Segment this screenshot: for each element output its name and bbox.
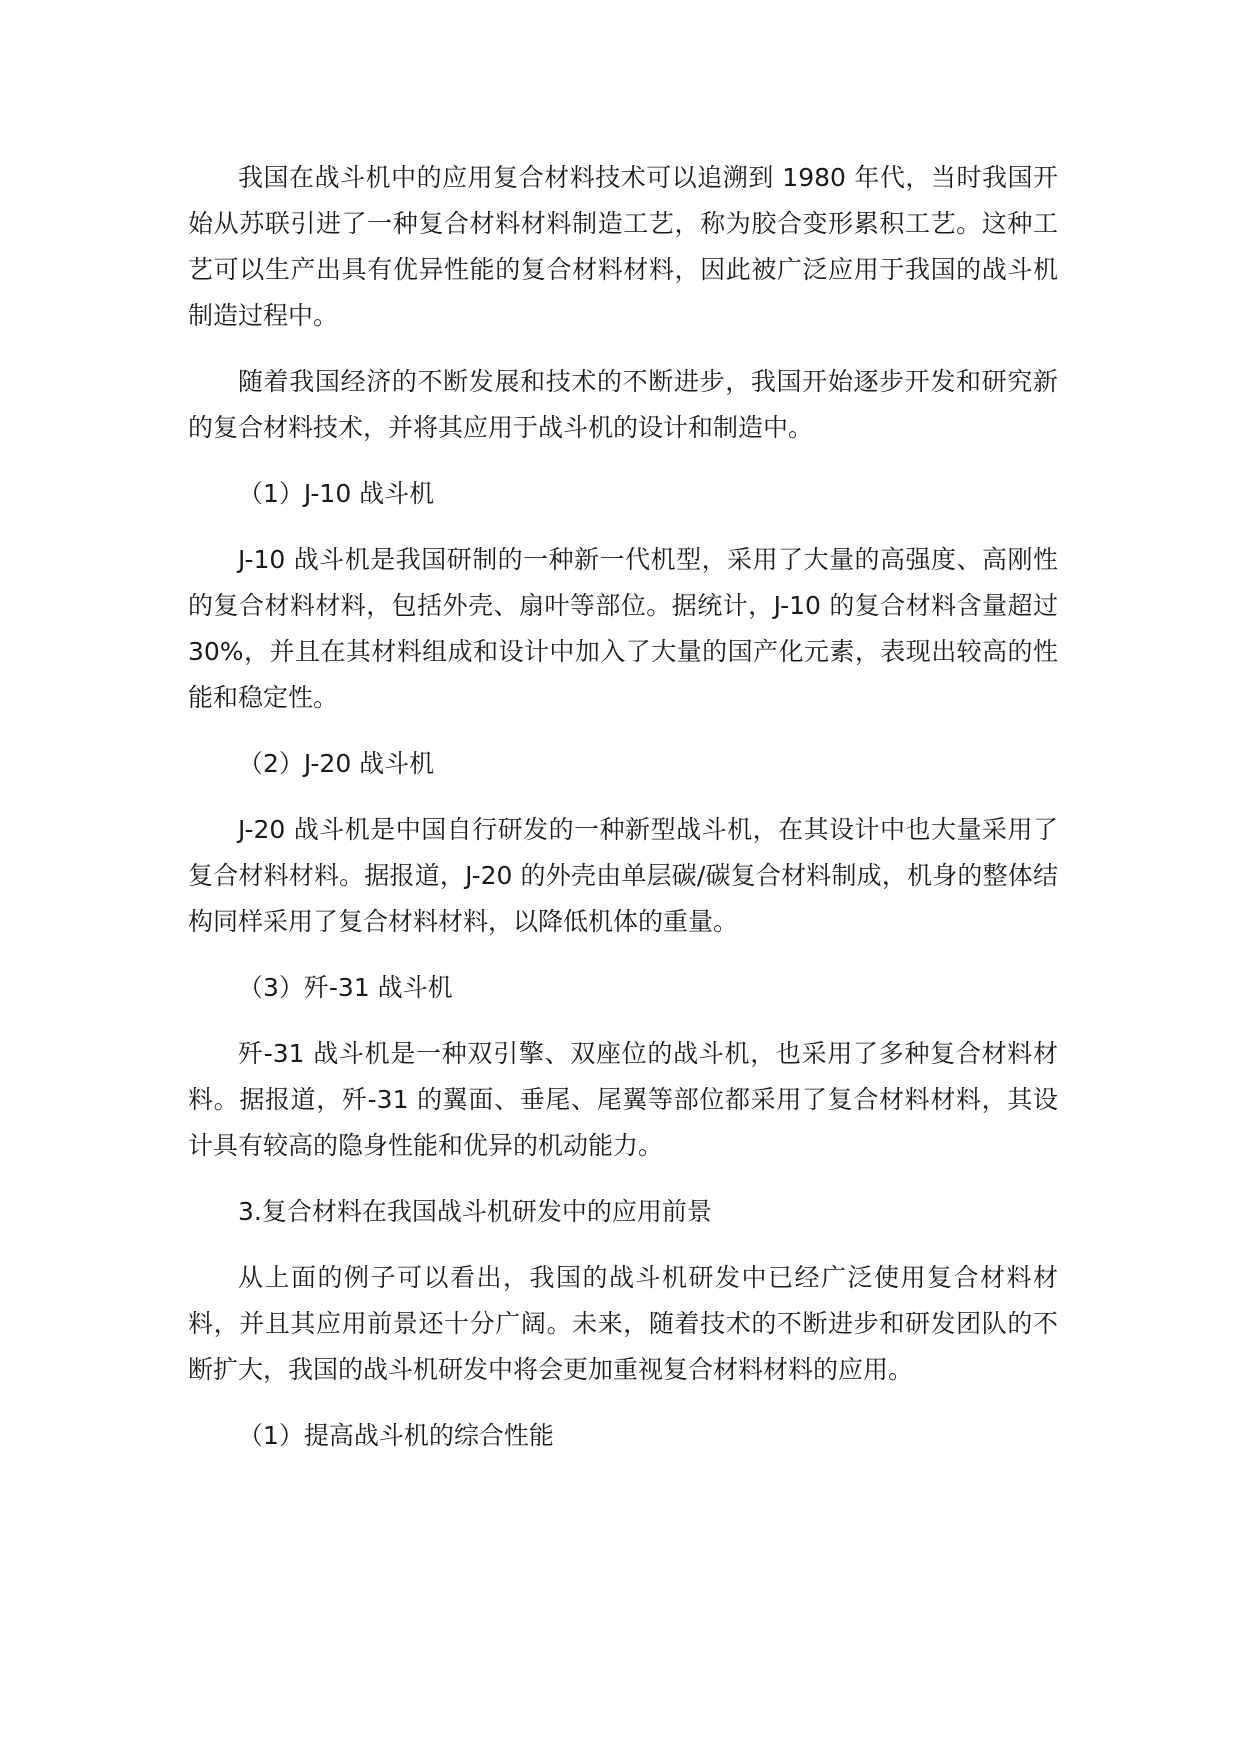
heading-j31: （3）歼-31 战斗机 bbox=[238, 973, 453, 1002]
heading-section-3: 3.复合材料在我国战斗机研发中的应用前景 bbox=[238, 1197, 712, 1226]
paragraph-j31: 歼-31 战斗机是一种双引擎、双座位的战斗机，也采用了多种复合材料材料。据报道，歼-31 的翼面、垂尾、尾翼等部位都采用了复合材料材料，其设计具有较高的隐身性能和优异的机动能力。 bbox=[188, 1039, 1058, 1160]
paragraph-history: 我国在战斗机中的应用复合材料技术可以追溯到 1980 年代，当时我国开始从苏联引进了一种复合材料材料制造工艺，称为胶合变形累积工艺。这种工艺可以生产出具有优异性能的复合材料材料，因此被广泛应用于我国的战斗机制造过程中。 bbox=[188, 163, 1058, 330]
heading-j10: （1）J-10 战斗机 bbox=[238, 479, 435, 508]
heading-performance: （1）提高战斗机的综合性能 bbox=[238, 1421, 554, 1450]
paragraph-j20: J-20 战斗机是中国自行研发的一种新型战斗机，在其设计中也大量采用了复合材料材料。据报道，J-20 的外壳由单层碳/碳复合材料制成，机身的整体结构同样采用了复合材料材料，以降低机体的重量。 bbox=[188, 815, 1058, 936]
heading-j20: （2）J-20 战斗机 bbox=[238, 749, 435, 778]
paragraph-prospects: 从上面的例子可以看出，我国的战斗机研发中已经广泛使用复合材料材料，并且其应用前景还十分广阔。未来，随着技术的不断进步和研发团队的不断扩大，我国的战斗机研发中将会更加重视复合材料材料的应用。 bbox=[188, 1263, 1058, 1384]
document-body bbox=[188, 155, 1058, 1479]
paragraph-development: 随着我国经济的不断发展和技术的不断进步，我国开始逐步开发和研究新的复合材料技术，并将其应用于战斗机的设计和制造中。 bbox=[188, 367, 1058, 442]
paragraph-j10: J-10 战斗机是我国研制的一种新一代机型，采用了大量的高强度、高刚性的复合材料材料，包括外壳、扇叶等部位。据统计，J-10 的复合材料含量超过 30%，并且在其材料组成和设计中加入了大量的国产化元素，表现出较高的性能和稳定性。 bbox=[188, 545, 1058, 712]
